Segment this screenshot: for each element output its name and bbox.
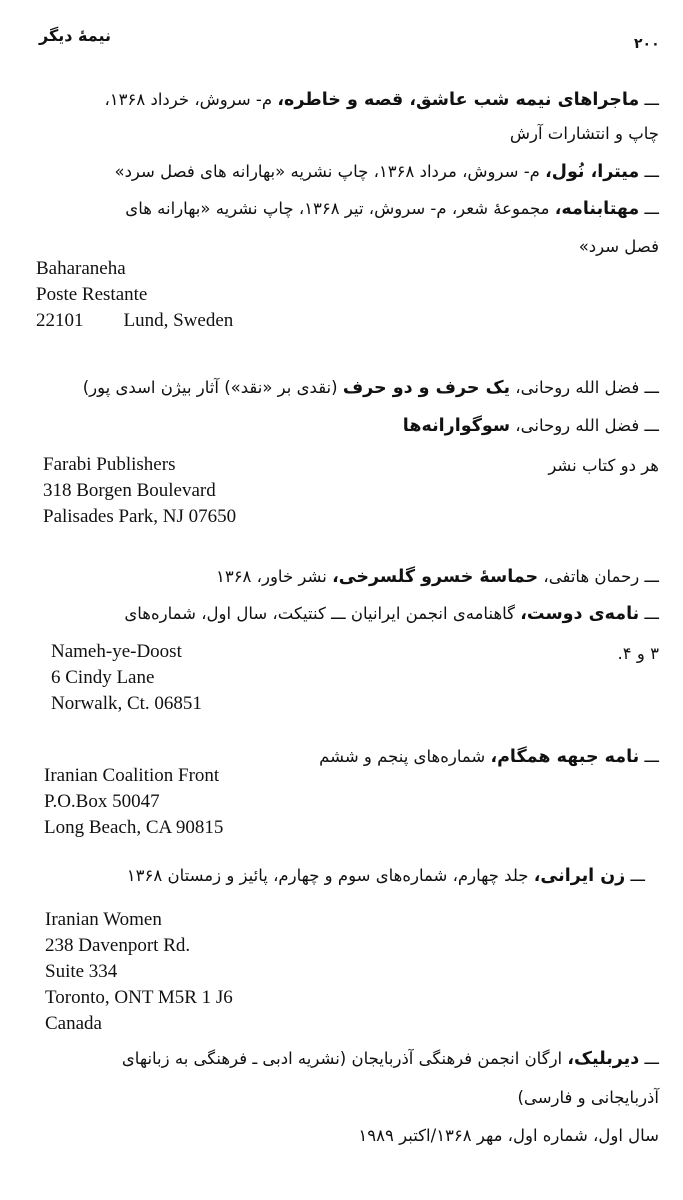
address-line: Norwalk, Ct. 06851 — [51, 693, 202, 714]
address-line: Baharaneha — [36, 258, 126, 279]
entry-title: سوگوارانه‌ها — [402, 416, 511, 436]
entry-line: ـــ فضل الله روحانی، یک حرف و دو حرف (نقدی بر «نقد») آثار بیژن اسدی پور) — [82, 378, 659, 398]
address-line: Canada — [45, 1013, 102, 1034]
entry-line: ـــ نامه جبهه همگام، شماره‌های پنجم و ششم — [319, 747, 659, 767]
address-line: 6 Cindy Lane — [51, 667, 155, 688]
entry-title: دیربلیک، — [567, 1049, 640, 1069]
address-line: Poste Restante — [36, 284, 148, 305]
address-line: 22101 Lund, Sweden — [36, 310, 234, 331]
entry-title: یک حرف و دو حرف — [342, 378, 511, 398]
address-line: Suite 334 — [45, 961, 118, 982]
address-line: Iranian Women — [45, 909, 162, 930]
address-line: P.O.Box 50047 — [44, 791, 160, 812]
entry-line: ـــ زن ایرانی، جلد چهارم، شماره‌های سوم و چهارم، پائیز و زمستان ۱۳۶۸ — [126, 866, 645, 886]
entry-title: مهتابنامه، — [554, 199, 640, 219]
entry-line: ـــ دیربلیک، ارگان انجمن فرهنگی آذربایجان (نشریه ادبی ـ فرهنگی به زبانهای — [121, 1049, 659, 1069]
entry-title: نامه‌ی دوست، — [520, 604, 640, 624]
entry-line: چاپ و انتشارات آرش — [509, 124, 659, 143]
address-line: Farabi Publishers — [43, 454, 176, 475]
address-line: Iranian Coalition Front — [44, 765, 220, 786]
entry-line: ـــ نامه‌ی دوست، گاهنامه‌ی انجمن ایرانیان ـــ کنتیکت، سال اول، شماره‌های — [124, 604, 659, 624]
entry-title: نامه جبهه همگام، — [490, 747, 640, 767]
address-line: Palisades Park, NJ 07650 — [43, 506, 237, 527]
entry-note: هر دو کتاب نشر — [548, 456, 659, 475]
running-header-title: نیمهٔ دیگر — [38, 26, 111, 45]
entry-line: ـــ میترا، نُول، م‐ سروش، مرداد ۱۳۶۸، چاپ نشریه «بهارانه های فصل سرد» — [114, 162, 659, 182]
entry-title: ماجراهای نیمه شب عاشق، قصه و خاطره، — [277, 90, 640, 110]
entry-line: ـــ ماجراهای نیمه شب عاشق، قصه و خاطره، م‐ سروش، خرداد ۱۳۶۸، — [104, 90, 659, 110]
entry-line: سال اول، شماره اول، مهر ۱۳۶۸/اکتبر ۱۹۸۹ — [358, 1126, 659, 1145]
address-line: Nameh-ye-Doost — [51, 641, 182, 662]
entry-title: حماسهٔ خسرو گلسرخی، — [332, 567, 539, 587]
page-number: ۲۰۰ — [634, 36, 660, 52]
entry-line: فصل سرد» — [578, 237, 659, 256]
entry-line: آذربایجانی و فارسی) — [517, 1088, 659, 1107]
entry-line: ـــ مهتابنامه، مجموعهٔ شعر، م‐ سروش، تیر ۱۳۶۸، چاپ نشریه «بهارانه های — [125, 199, 659, 219]
address-line: Long Beach, CA 90815 — [44, 817, 224, 838]
entry-line: ـــ رحمان هاتفی، حماسهٔ خسرو گلسرخی، نشر خاور، ۱۳۶۸ — [215, 567, 659, 587]
entry-line: ۳ و ۴. — [617, 644, 659, 663]
entry-line: ـــ فضل الله روحانی، سوگوارانه‌ها — [402, 416, 659, 436]
address-line: Toronto, ONT M5R 1 J6 — [45, 987, 233, 1008]
address-line: 318 Borgen Boulevard — [43, 480, 216, 501]
address-line: 238 Davenport Rd. — [45, 935, 191, 956]
entry-title: زن ایرانی، — [533, 866, 626, 886]
entry-title: میترا، نُول، — [545, 162, 640, 182]
